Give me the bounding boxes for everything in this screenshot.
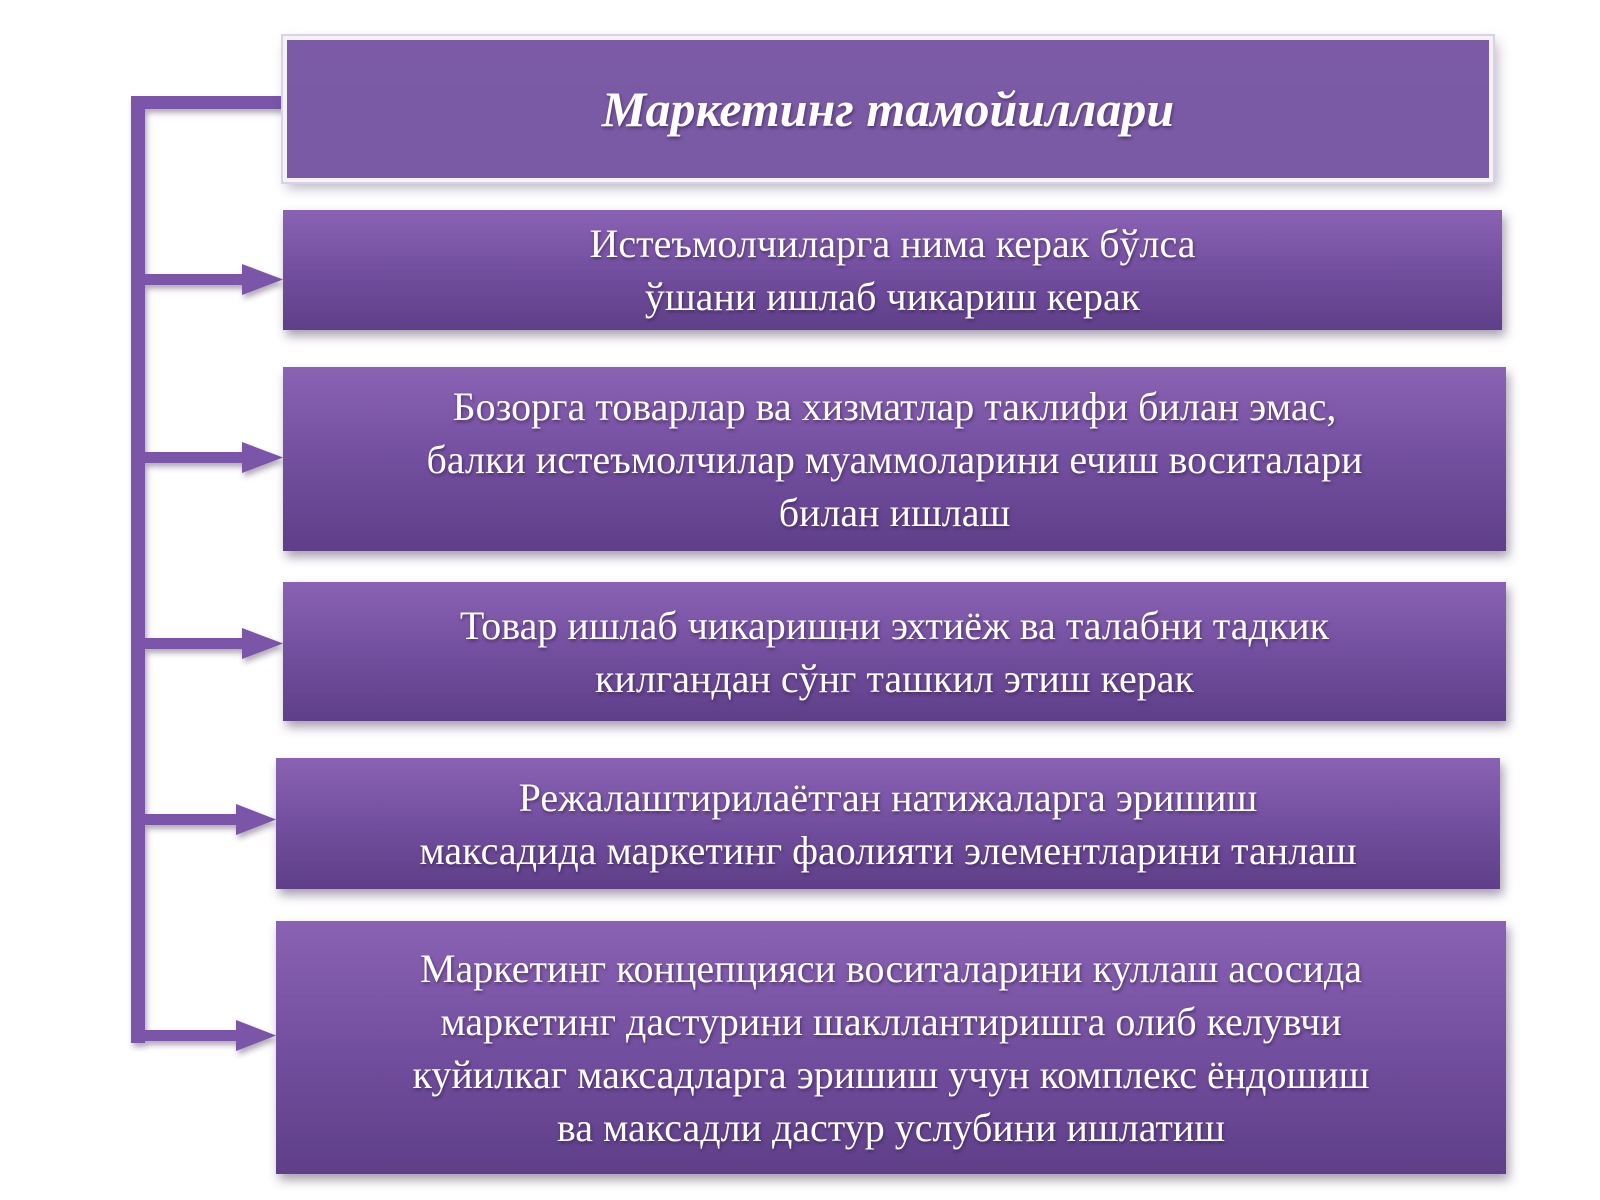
title-link-line xyxy=(131,96,283,109)
branch-arrow-2 xyxy=(131,442,283,473)
principle-box-4 xyxy=(276,758,1500,889)
principle-box-5 xyxy=(276,921,1506,1174)
principle-text-1: Истеъмолчиларга нима керак бўлса ўшани ишлаб чикариш керак xyxy=(589,221,1196,319)
principle-text-4: Режалаштирилаётган натижаларга эришиш максадида маркетинг фаолияти элементларини танлаш xyxy=(419,774,1357,873)
principle-text-2: Бозорга товарлар ва хизматлар таклифи билан эмас, балки истеъмолчилар муаммоларини ечиш воситалари билан ишлаш xyxy=(426,383,1363,535)
vertical-trunk-line xyxy=(131,96,145,1043)
branch-arrow-4 xyxy=(131,804,276,835)
branch-arrow-1 xyxy=(131,264,283,295)
diagram-title: Маркетинг тамойиллари xyxy=(601,81,1175,137)
branch-arrow-5 xyxy=(131,1020,276,1051)
principle-text-5: Маркетинг концепцияси воситаларини куллаш асосида маркетинг дастурини шакллантиришга олиб келувчи куйилкаг максадларга эришиш учун комплекс ёндошиш ва максадли дастур услубини ишлатиш xyxy=(412,945,1370,1150)
branch-arrow-3 xyxy=(131,628,283,659)
principle-box-2 xyxy=(283,367,1506,551)
title-box xyxy=(283,36,1493,182)
principle-box-3 xyxy=(283,582,1506,721)
principle-box-1 xyxy=(283,210,1502,330)
principle-text-3: Товар ишлаб чикаришни эхтиёж ва талабни тадкик килгандан сўнг ташкил этиш керак xyxy=(459,602,1330,701)
